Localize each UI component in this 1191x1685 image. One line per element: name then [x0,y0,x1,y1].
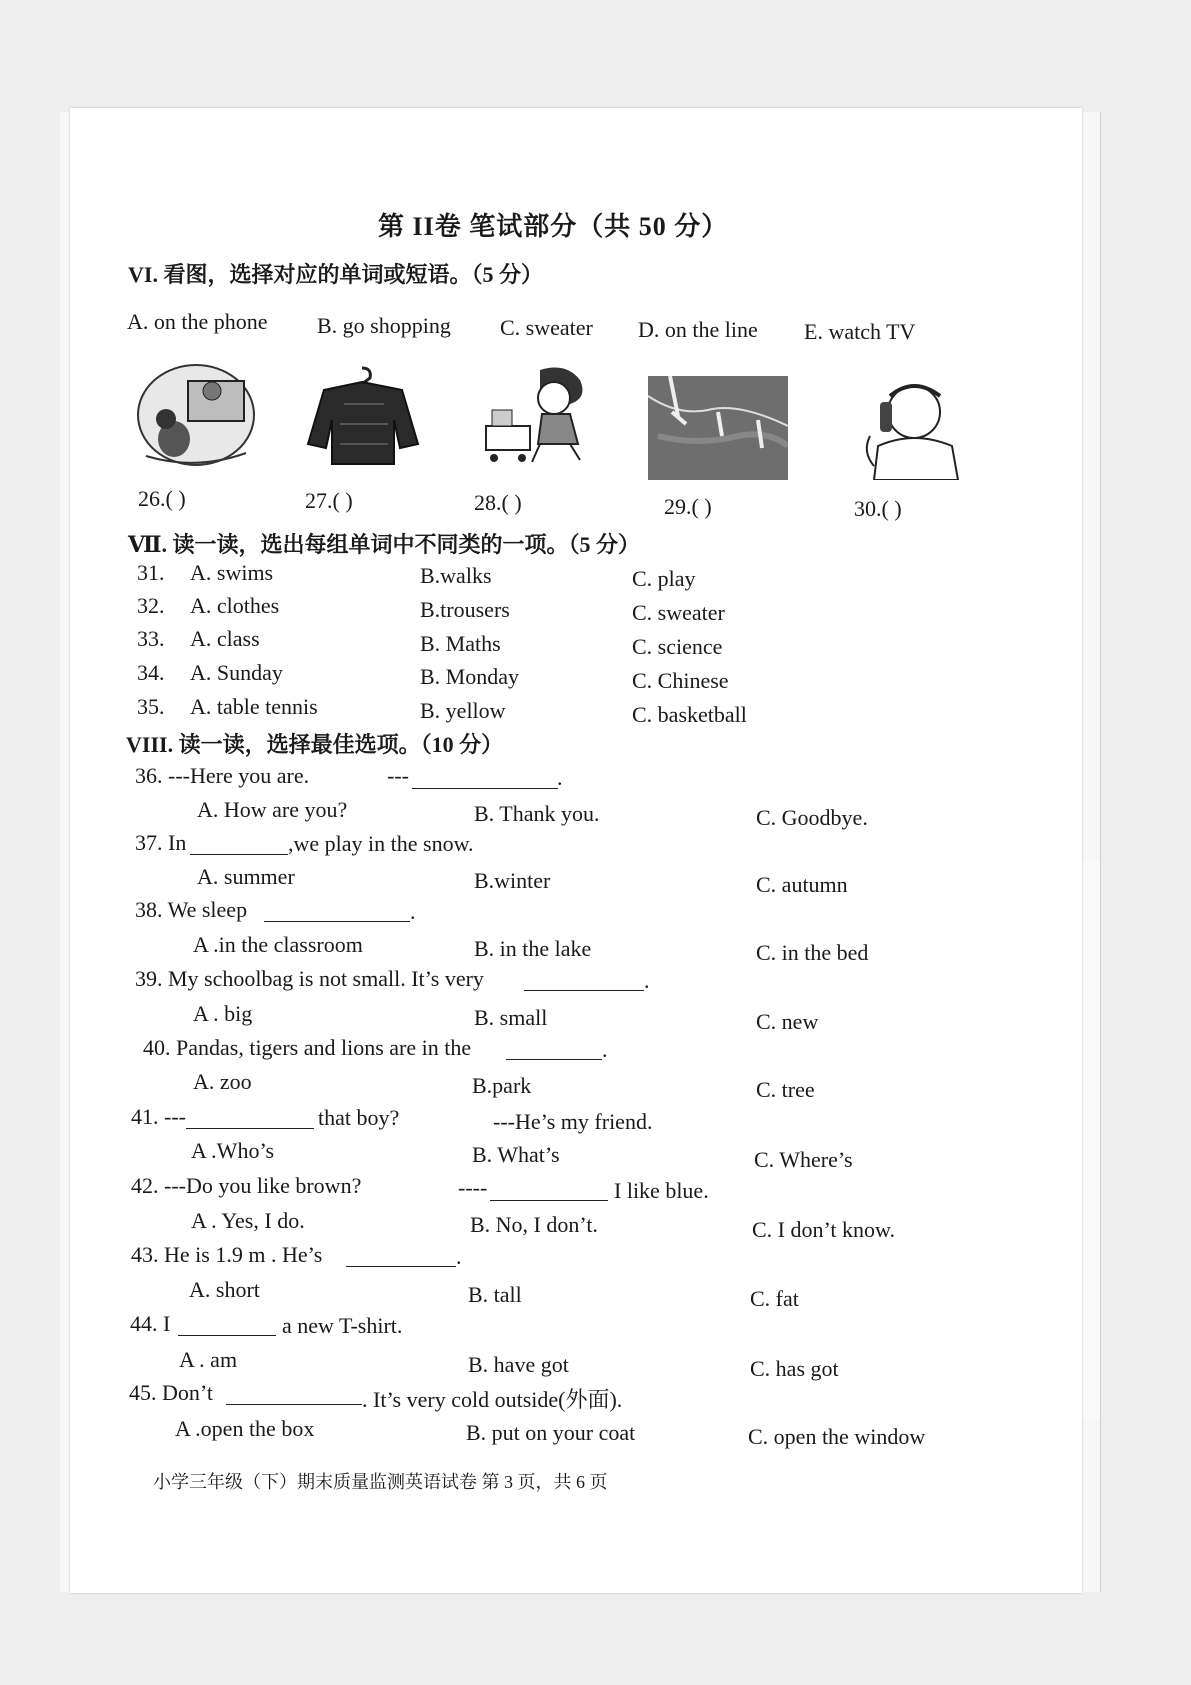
q43-blank[interactable] [346,1248,456,1267]
q33-option-a: A. class [190,626,260,651]
q32-option-c: C. sweater [632,600,725,625]
q43-period: . [456,1244,462,1269]
q40-stem: 40. Pandas, tigers and lions are in the [143,1035,472,1060]
option-d: D. on the line [638,317,758,342]
q32-number: 32. [137,593,165,618]
q44-option-a: A . am [179,1347,238,1372]
section-8-heading: VIII. 读一读，选择最佳选项。（10 分） [126,732,504,757]
q35-option-c: C. basketball [632,702,747,727]
q39-option-b: B. small [474,1005,548,1030]
q44-stem-end: a new T-shirt. [282,1313,403,1338]
q45-option-a: A .open the box [175,1416,315,1441]
q38-period: . [410,899,416,924]
q36-stem: 36. ---Here you are. [135,763,310,788]
q32-option-b: B.trousers [420,597,510,622]
q42-option-b: B. No, I don’t. [470,1212,598,1237]
q45-option-b: B. put on your coat [466,1420,636,1445]
q31-option-a: A. swims [190,560,274,585]
q41-stem-end: that boy? [318,1105,400,1130]
q42-blank[interactable] [490,1182,608,1201]
q37-blank[interactable] [190,836,288,855]
shopping-picture [480,362,600,470]
q41-blank[interactable] [186,1110,314,1129]
q43-stem: 43. He is 1.9 m . He’s [131,1242,323,1267]
clothesline-picture [648,376,788,480]
q34-option-a: A. Sunday [190,660,283,685]
q31-number: 31. [137,560,165,585]
answer-27: 27.( ) [305,488,353,513]
q40-option-b: B.park [472,1073,532,1098]
q35-option-a: A. table tennis [190,694,318,719]
q44-stem: 44. I [130,1311,171,1336]
q44-option-b: B. have got [468,1352,569,1377]
q36-reply-prefix: --- [387,763,409,788]
q37-option-a: A. summer [197,864,295,889]
q43-option-b: B. tall [468,1282,522,1307]
q38-blank[interactable] [264,903,410,922]
sweater-picture [304,364,424,472]
q42-reply-end: I like blue. [614,1178,709,1203]
q36-blank[interactable] [412,770,558,789]
q33-option-c: C. science [632,634,723,659]
q36-period: . [557,765,563,790]
q39-blank[interactable] [524,972,644,991]
q37-option-b: B.winter [474,868,551,893]
q38-stem: 38. We sleep [135,897,248,922]
q38-option-c: C. in the bed [756,940,869,965]
q41-option-c: C. Where’s [754,1147,853,1172]
q35-number: 35. [137,694,165,719]
q39-option-a: A . big [193,1001,253,1026]
q35-option-b: B. yellow [420,698,506,723]
q33-number: 33. [137,626,165,651]
q39-stem: 39. My schoolbag is not small. It’s very [135,966,484,991]
option-b: B. go shopping [317,313,451,338]
section-7-heading: Ⅶ. 读一读，选出每组单词中不同类的一项。（5 分） [128,532,641,557]
answer-28: 28.( ) [474,490,522,515]
answer-29: 29.( ) [664,494,712,519]
q31-option-c: C. play [632,566,696,591]
q45-option-c: C. open the window [748,1424,926,1449]
answer-30: 30.( ) [854,496,902,521]
q37-stem-end: ,we play in the snow. [288,831,474,856]
tv-picture [136,361,260,467]
q42-stem: 42. ---Do you like brown? [131,1173,362,1198]
q42-reply-prefix: ---- [458,1175,488,1200]
option-e: E. watch TV [804,319,916,344]
q40-option-a: A. zoo [193,1069,252,1094]
q41-option-a: A .Who’s [191,1138,275,1163]
q45-stem: 45. Don’t [129,1380,213,1405]
q40-blank[interactable] [506,1041,602,1060]
q42-option-c: C. I don’t know. [752,1217,895,1242]
q36-option-c: C. Goodbye. [756,805,868,830]
q38-option-b: B. in the lake [474,936,592,961]
option-c: C. sweater [500,315,593,340]
q43-option-c: C. fat [750,1286,799,1311]
q37-option-c: C. autumn [756,872,848,897]
q41-stem: 41. --- [131,1104,186,1129]
q31-option-b: B.walks [420,563,492,588]
q41-reply: ---He’s my friend. [493,1109,653,1134]
q39-option-c: C. new [756,1009,819,1034]
q41-option-b: B. What’s [472,1142,560,1167]
q40-period: . [602,1037,608,1062]
q36-option-b: B. Thank you. [474,801,600,826]
q33-option-b: B. Maths [420,631,501,656]
q45-blank[interactable] [226,1386,362,1405]
q38-option-a: A .in the classroom [193,932,363,957]
option-a: A. on the phone [127,309,268,334]
q34-option-b: B. Monday [420,664,519,689]
q40-option-c: C. tree [756,1077,815,1102]
q44-blank[interactable] [178,1317,276,1336]
q34-option-c: C. Chinese [632,668,729,693]
answer-26: 26.( ) [138,486,186,511]
q44-option-c: C. has got [750,1356,839,1381]
q36-option-a: A. How are you? [197,797,348,822]
q34-number: 34. [137,660,165,685]
q45-stem-end: . It’s very cold outside(外面). [362,1387,623,1412]
q43-option-a: A. short [189,1277,260,1302]
q37-stem: 37. In [135,830,187,855]
q32-option-a: A. clothes [190,593,280,618]
q42-option-a: A . Yes, I do. [191,1208,305,1233]
page-footer: 小学三年级（下）期末质量监测英语试卷 第 3 页，共 6 页 [153,1472,608,1492]
section-6-heading: VI. 看图，选择对应的单词或短语。（5 分） [128,262,543,287]
q39-period: . [644,968,650,993]
phone-picture [860,376,970,480]
page-title: 第 II卷 笔试部分（共 50 分） [378,212,729,241]
